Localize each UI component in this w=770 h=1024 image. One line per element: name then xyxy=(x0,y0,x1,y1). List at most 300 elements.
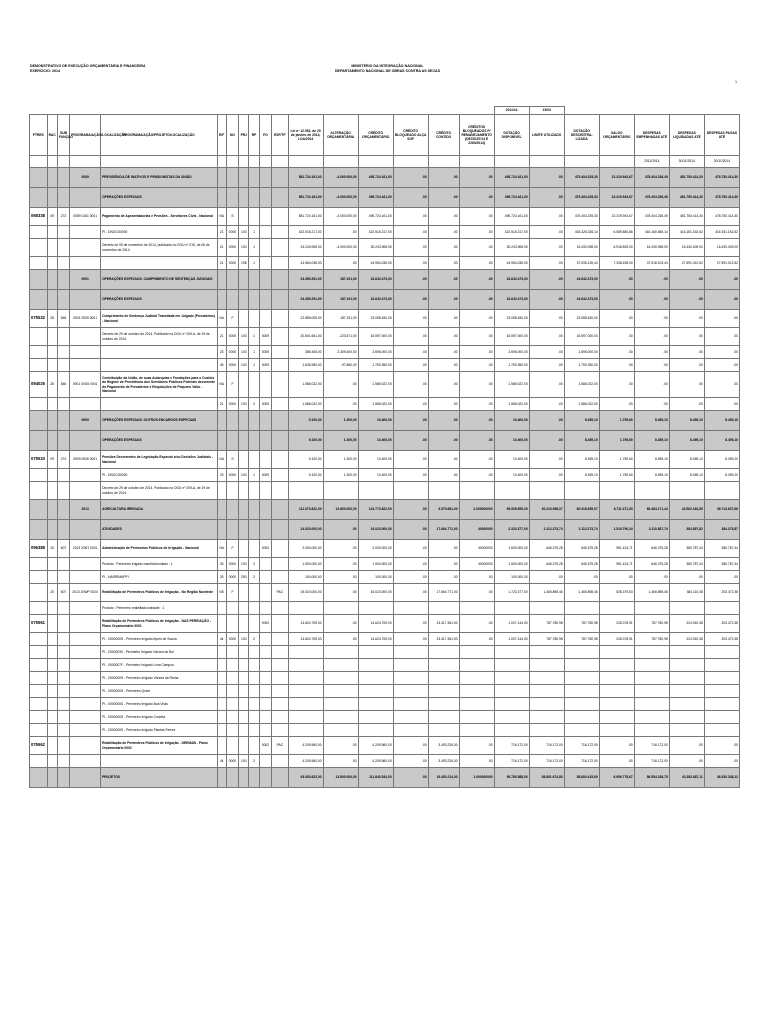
subfunction-cell xyxy=(57,188,69,208)
amount-cell: 10.400,00 xyxy=(358,411,393,431)
top-date-cell: 2011/14 xyxy=(494,107,529,115)
amount-cell: .00 xyxy=(428,469,459,482)
esf-cell xyxy=(272,310,288,328)
detail-description xyxy=(101,346,217,359)
amount-cell: 60.484.171,44 xyxy=(634,500,669,520)
amount-cell: 8.459,10 xyxy=(704,469,739,482)
column-header: ESF/TP xyxy=(272,115,288,156)
amount-cell: .00 xyxy=(704,372,739,398)
fo-cell xyxy=(259,451,271,469)
amount-cell: 1.586.022,00 xyxy=(358,398,393,411)
amount-cell: 40000000 xyxy=(459,540,494,558)
amount-cell: 787.780,98 xyxy=(529,633,564,646)
amount-cell: -4.000.000,00 xyxy=(323,208,358,226)
amount-cell xyxy=(564,685,599,698)
blank-cell xyxy=(669,107,704,115)
blank-cell xyxy=(47,711,57,724)
amount-cell: .00 xyxy=(634,346,669,359)
amount-cell xyxy=(459,724,494,737)
blank-cell xyxy=(459,107,494,115)
action-description: Cumprimento de Sentença Judicial Transitada em Julgado (Precatórios) - Nacional xyxy=(101,310,217,328)
blank-cell xyxy=(70,482,101,500)
blank-cell xyxy=(30,239,48,257)
action-description: Contribuição da União, de suas Autarquias e Fundações para o Custeio do Regime de Previdência dos Servidores Públicos Federais decorrente do Pagamento de Precatórios e Requisições de Pequeno Valor - Nacional xyxy=(101,372,217,398)
blank-cell xyxy=(30,482,48,500)
amount-cell: .00 xyxy=(634,571,669,584)
amount-cell: 495.724.161,00 xyxy=(358,208,393,226)
no-cell: S xyxy=(226,208,238,226)
detail-description: PI - 0000000S - Perímetro Quixé xyxy=(101,685,217,698)
prj-cell: 100 xyxy=(239,359,249,372)
amount-cell: 478.750.414,30 xyxy=(704,168,739,188)
amount-cell: 1.586.022,00 xyxy=(494,372,529,398)
amount-cell xyxy=(288,685,323,698)
rac-cell xyxy=(47,615,57,633)
rp-cell: 2 xyxy=(249,755,259,768)
blank-cell xyxy=(30,469,48,482)
amount-cell: 2.000.000,00 xyxy=(358,540,393,558)
amount-cell: 10.400,00 xyxy=(494,431,529,451)
amount-cell: .00 xyxy=(529,188,564,208)
blank-cell xyxy=(30,672,48,685)
amount-cell: 228.378,91 xyxy=(599,633,634,646)
amount-cell xyxy=(564,482,599,500)
amount-cell: 19.453.214,00 xyxy=(428,768,459,788)
blank-cell xyxy=(226,411,238,431)
blank-cell xyxy=(57,257,69,270)
amount-cell xyxy=(564,711,599,724)
prj-cell: 100 xyxy=(239,398,249,411)
esf-cell xyxy=(272,659,288,672)
ef-cell xyxy=(217,724,226,737)
blank-cell xyxy=(249,156,259,168)
amount-cell: .00 xyxy=(428,208,459,226)
amount-cell: .00 xyxy=(669,737,704,755)
blank-cell xyxy=(226,156,238,168)
amount-cell: 1.759,60 xyxy=(599,411,634,431)
amount-cell: .00 xyxy=(529,411,564,431)
detail-row xyxy=(30,558,740,571)
blank-cell xyxy=(47,724,57,737)
detail-row xyxy=(30,226,740,239)
blank-cell xyxy=(70,257,101,270)
amount-cell xyxy=(393,672,428,685)
amount-cell: 24.455.291,00 xyxy=(288,270,323,290)
no-cell: 0000 xyxy=(226,571,238,584)
prj-cell: 100 xyxy=(239,346,249,359)
amount-cell: .00 xyxy=(529,359,564,372)
amount-cell xyxy=(669,672,704,685)
amount-cell xyxy=(599,711,634,724)
prj-cell: 100 xyxy=(239,328,249,346)
amount-cell: .00 xyxy=(459,411,494,431)
detail-row xyxy=(30,646,740,659)
amount-cell xyxy=(323,698,358,711)
amount-cell: 787.780,98 xyxy=(634,633,669,646)
detail-row xyxy=(30,724,740,737)
amount-cell: 14.624.705,00 xyxy=(358,633,393,646)
amount-cell: .00 xyxy=(428,290,459,310)
rac-cell xyxy=(47,411,57,431)
amount-cell xyxy=(564,659,599,672)
detail-description: PI - DNOCS0000 xyxy=(101,469,217,482)
blank-cell xyxy=(30,571,48,584)
blank-cell xyxy=(57,633,69,646)
ef-cell: 21 xyxy=(217,239,226,257)
action-description: Reabilitação de Perímetros Públicos de Irrigação - NAS PEREIAÇÃO - Plano Orçamentário 0001 xyxy=(101,615,217,633)
group-total-row xyxy=(30,520,740,540)
rac-cell: 20 xyxy=(47,584,57,602)
prj-cell xyxy=(239,208,249,226)
amount-cell: 111.073.822,00 xyxy=(288,500,323,520)
blank-cell xyxy=(704,107,739,115)
amount-cell: .00 xyxy=(669,346,704,359)
amount-cell xyxy=(288,711,323,724)
blank-cell xyxy=(428,107,459,115)
blank-cell xyxy=(249,107,259,115)
amount-cell: 16.430.098,00 xyxy=(564,239,599,257)
esf-cell xyxy=(272,346,288,359)
blank-cell xyxy=(226,270,238,290)
ef-cell: NA xyxy=(217,208,226,226)
fo-cell xyxy=(259,226,271,239)
amount-cell: 203.472,38 xyxy=(704,615,739,633)
blank-cell xyxy=(272,107,288,115)
amount-cell: 416.160.655,14 xyxy=(634,226,669,239)
blank-cell xyxy=(57,602,69,615)
amount-cell: 20.801.661,00 xyxy=(288,328,323,346)
ef-cell: NA xyxy=(217,540,226,558)
action-row xyxy=(30,208,740,226)
amount-cell: .00 xyxy=(393,208,428,226)
prj-cell: 100 xyxy=(239,558,249,571)
no-cell xyxy=(226,724,238,737)
detail-description: PI - 0000007F - Perímetro Irrigado Lima Campos xyxy=(101,659,217,672)
amount-cell: 8.459,10 xyxy=(669,451,704,469)
no-cell xyxy=(226,659,238,672)
blank-cell xyxy=(272,156,288,168)
esf-cell: PAC xyxy=(272,737,288,755)
amount-cell xyxy=(358,724,393,737)
amount-cell: .00 xyxy=(459,372,494,398)
blank-cell xyxy=(217,270,226,290)
fo-cell xyxy=(259,711,271,724)
program-code-cell: 0909 xyxy=(70,411,101,431)
detail-row xyxy=(30,571,740,584)
amount-cell: 2.695.000,00 xyxy=(358,346,393,359)
amount-cell: 16.430.098,00 xyxy=(634,239,669,257)
amount-cell: 1.600.000,00 xyxy=(494,540,529,558)
column-header: CRÉDITO BLOQUEADO ALÇA SOF xyxy=(393,115,428,156)
blank-cell xyxy=(599,156,634,168)
fo-cell xyxy=(259,755,271,768)
amount-cell: 646.375,28 xyxy=(634,540,669,558)
blank-cell xyxy=(259,500,271,520)
amount-cell: .00 xyxy=(393,571,428,584)
amount-cell: .00 xyxy=(704,290,739,310)
period-cell: 30/11/2014 xyxy=(669,156,704,168)
amount-cell: 646.375,28 xyxy=(634,558,669,571)
blank-cell xyxy=(30,633,48,646)
ef-cell: NA xyxy=(217,372,226,398)
amount-cell: 495.724.161,00 xyxy=(494,168,529,188)
rac-cell: 28 xyxy=(47,372,57,398)
amount-cell: .00 xyxy=(428,257,459,270)
amount-cell: 646.375,28 xyxy=(529,540,564,558)
ptres-cell xyxy=(30,768,48,788)
action-row xyxy=(30,310,740,328)
ptres-cell xyxy=(30,431,48,451)
amount-cell: 422.516.217,00 xyxy=(358,226,393,239)
blank-cell xyxy=(101,156,217,168)
blank-cell xyxy=(217,500,226,520)
amount-cell: 24.023.000,00 xyxy=(288,520,323,540)
fo-cell xyxy=(259,659,271,672)
amount-cell: 95.508.555,00 xyxy=(494,500,529,520)
column-header: SUB FUNÇÃO xyxy=(57,115,69,156)
amount-cell: .00 xyxy=(669,755,704,768)
amount-cell: 1.300,00 xyxy=(323,451,358,469)
amount-cell: 9.100,00 xyxy=(288,469,323,482)
group-total-row xyxy=(30,431,740,451)
amount-cell: 8.459,10 xyxy=(669,411,704,431)
esf-cell xyxy=(272,208,288,226)
amount-cell: 15.023.000,00 xyxy=(358,584,393,602)
amount-cell: .00 xyxy=(599,398,634,411)
amount-cell: 24.455.291,00 xyxy=(288,290,323,310)
period-cell: 30/11/2014 xyxy=(704,156,739,168)
blank-cell xyxy=(529,156,564,168)
ef-cell: 21 xyxy=(217,398,226,411)
ef-cell: 21 xyxy=(217,226,226,239)
amount-cell: 15.023.000,00 xyxy=(288,584,323,602)
column-header: CRÉDITOS BLOQUEADOS P/ REMANEJAMENTO (DEC8197/14 E 2263/2014) xyxy=(459,115,494,156)
amount-cell: 2.323.377,00 xyxy=(494,520,529,540)
amount-cell xyxy=(704,602,739,615)
fo-cell xyxy=(259,698,271,711)
report-header-center xyxy=(300,64,475,74)
group-total-row xyxy=(30,768,740,788)
amount-cell: 2.309.400,00 xyxy=(323,346,358,359)
esf-cell xyxy=(272,698,288,711)
amount-cell xyxy=(634,482,669,500)
blank-cell xyxy=(101,107,217,115)
amount-cell xyxy=(564,724,599,737)
amount-cell: .00 xyxy=(393,290,428,310)
amount-cell: .00 xyxy=(393,520,428,540)
action-row xyxy=(30,737,740,755)
rp-cell xyxy=(249,208,259,226)
blank-cell xyxy=(57,646,69,659)
no-cell: F xyxy=(226,372,238,398)
amount-cell: .00 xyxy=(459,615,494,633)
program-action-code: 2013 20NT 0001 xyxy=(70,540,101,558)
amount-cell: .00 xyxy=(704,270,739,290)
amount-cell: 478.404.236,49 xyxy=(634,168,669,188)
amount-cell xyxy=(529,482,564,500)
action-row xyxy=(30,584,740,602)
column-header: DOTAÇÃO DISPONÍVEL xyxy=(494,115,529,156)
ptres-cell xyxy=(30,270,48,290)
amount-cell: 478.404.236,49 xyxy=(634,208,669,226)
esf-cell xyxy=(272,672,288,685)
no-cell xyxy=(226,698,238,711)
amount-cell xyxy=(634,602,669,615)
fo-cell: 0000 xyxy=(259,540,271,558)
amount-cell xyxy=(599,698,634,711)
amount-cell: 787.780,98 xyxy=(564,633,599,646)
amount-cell xyxy=(634,685,669,698)
amount-cell: 716.172,00 xyxy=(529,737,564,755)
ef-cell xyxy=(217,615,226,633)
prj-cell xyxy=(239,451,249,469)
ef-cell xyxy=(217,602,226,615)
ef-cell xyxy=(217,482,226,500)
rac-cell xyxy=(47,431,57,451)
amount-cell: 44.964.036,00 xyxy=(358,257,393,270)
amount-cell: 716.172,00 xyxy=(634,755,669,768)
action-description: Reabilitação de Perímetros Públicos de Irrigação - DEEMAB - Plano Orçamentário 0002 xyxy=(101,737,217,755)
amount-cell: 27.591.012,52 xyxy=(704,257,739,270)
esf-cell xyxy=(272,602,288,615)
amount-cell: .00 xyxy=(634,398,669,411)
amount-cell xyxy=(494,482,529,500)
amount-cell: 478.404.236,49 xyxy=(634,188,669,208)
blank-cell xyxy=(358,156,393,168)
no-cell: F xyxy=(226,540,238,558)
detail-row xyxy=(30,633,740,646)
amount-cell: 14.624.705,00 xyxy=(358,615,393,633)
amount-cell: .00 xyxy=(323,540,358,558)
amount-cell: 37.518.103,44 xyxy=(634,257,669,270)
amount-cell: 495.724.161,00 xyxy=(494,188,529,208)
esf-cell xyxy=(272,398,288,411)
amount-cell: 716.172,00 xyxy=(494,737,529,755)
blank-cell xyxy=(47,257,57,270)
amount-cell: .00 xyxy=(599,571,634,584)
fo-cell xyxy=(259,482,271,500)
rp-cell xyxy=(249,646,259,659)
amount-cell: 22.889.009,00 xyxy=(288,310,323,328)
amount-cell: 495.724.161,00 xyxy=(494,208,529,226)
amount-cell: .00 xyxy=(393,257,428,270)
amount-cell: 787.780,98 xyxy=(634,615,669,633)
blank-cell xyxy=(249,500,259,520)
group-description: PROJETOS xyxy=(101,768,217,788)
blank-cell xyxy=(57,659,69,672)
amount-cell: -4.000.000,00 xyxy=(323,239,358,257)
amount-cell: .00 xyxy=(459,755,494,768)
amount-cell: 1.519.790,34 xyxy=(599,520,634,540)
amount-cell: 380.787,44 xyxy=(704,540,739,558)
action-description: Administração de Perímetros Públicos de Irrigação - Nacional xyxy=(101,540,217,558)
amount-cell xyxy=(599,602,634,615)
ptres-cell xyxy=(30,411,48,431)
no-cell: 0000 xyxy=(226,398,238,411)
amount-cell: 14.624.705,00 xyxy=(288,633,323,646)
blank-cell xyxy=(70,672,101,685)
prj-cell: 100 xyxy=(239,239,249,257)
blank-cell xyxy=(226,290,238,310)
amount-cell xyxy=(358,659,393,672)
detail-description: PI - 0000000S - Perímetro Irrigado Várzea da Rema xyxy=(101,672,217,685)
no-cell: S xyxy=(226,451,238,469)
prj-cell xyxy=(239,711,249,724)
amount-cell: .00 xyxy=(529,168,564,188)
group-total-row xyxy=(30,411,740,431)
esf-cell xyxy=(272,469,288,482)
prj-cell xyxy=(239,482,249,500)
blank-cell xyxy=(30,724,48,737)
amount-cell: .00 xyxy=(459,310,494,328)
blank-cell xyxy=(57,711,69,724)
amount-cell: 16.597.000,00 xyxy=(358,328,393,346)
blank-cell xyxy=(226,500,238,520)
blank-cell xyxy=(70,558,101,571)
ptres-cell xyxy=(30,290,48,310)
amount-cell: .00 xyxy=(529,310,564,328)
amount-cell: 1.586.022,00 xyxy=(288,398,323,411)
no-cell xyxy=(226,711,238,724)
execution-table xyxy=(29,106,740,788)
rp-cell xyxy=(249,685,259,698)
ptres-cell xyxy=(30,168,48,188)
amount-cell: 481.750.414,30 xyxy=(669,168,704,188)
report-header-left xyxy=(30,64,146,74)
amount-cell: 581.724.161,00 xyxy=(288,168,323,188)
amount-cell: 30.243.908,00 xyxy=(358,239,393,257)
amount-cell: 3.579.681,00 xyxy=(428,500,459,520)
rp-cell: 1 xyxy=(249,469,259,482)
amount-cell: 10.400,00 xyxy=(358,451,393,469)
detail-row xyxy=(30,346,740,359)
page-number: 1 xyxy=(735,80,737,84)
amount-cell: .00 xyxy=(599,737,634,755)
amount-cell xyxy=(323,602,358,615)
amount-cell: 1.300,00 xyxy=(323,431,358,451)
prj-cell: 100 xyxy=(239,633,249,646)
amount-cell: 416.426.336,14 xyxy=(564,226,599,239)
detail-description xyxy=(101,257,217,270)
column-header: RP xyxy=(249,115,259,156)
amount-cell: .00 xyxy=(459,398,494,411)
amount-cell: 716.172,00 xyxy=(494,755,529,768)
amount-cell xyxy=(669,685,704,698)
ef-cell: 33 xyxy=(217,558,226,571)
blank-cell xyxy=(249,168,259,188)
ministry-name: MINISTÉRIO DA INTEGRAÇÃO NACIONAL xyxy=(351,64,424,68)
amount-cell xyxy=(459,672,494,685)
amount-cell: 8.459,10 xyxy=(634,451,669,469)
amount-cell: .00 xyxy=(529,208,564,226)
ef-cell xyxy=(217,672,226,685)
ptres-cell xyxy=(30,500,48,520)
esf-cell xyxy=(272,724,288,737)
amount-cell: 416.151.162,62 xyxy=(669,226,704,239)
amount-cell: .00 xyxy=(669,571,704,584)
amount-cell xyxy=(393,685,428,698)
rp-cell xyxy=(249,711,259,724)
amount-cell: .00 xyxy=(428,558,459,571)
blank-cell xyxy=(564,156,599,168)
amount-cell xyxy=(288,659,323,672)
prj-cell xyxy=(239,685,249,698)
rp-cell xyxy=(249,602,259,615)
amount-cell: 17.664.771,00 xyxy=(428,584,459,602)
amount-cell: .00 xyxy=(428,571,459,584)
amount-cell: .00 xyxy=(529,239,564,257)
amount-cell xyxy=(323,672,358,685)
